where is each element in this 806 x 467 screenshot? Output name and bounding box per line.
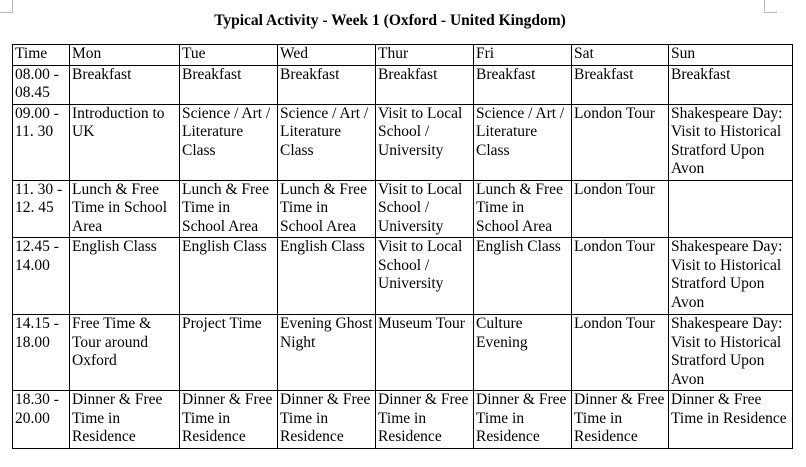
activity-cell: London Tour: [572, 238, 669, 315]
activity-cell: Visit to Local School / University: [376, 104, 474, 180]
time-cell: 09.00 - 11. 30: [13, 104, 70, 180]
time-cell: 14.15 - 18.00: [13, 315, 70, 391]
header-time: Time: [13, 45, 70, 66]
header-sat: Sat: [572, 45, 669, 66]
time-cell: 08.00 - 08.45: [13, 65, 70, 104]
activity-cell: Breakfast: [376, 65, 474, 104]
activity-cell: English Class: [474, 238, 572, 315]
activity-cell: Breakfast: [70, 65, 180, 104]
header-fri: Fri: [474, 45, 572, 66]
header-tue: Tue: [180, 45, 278, 66]
activity-cell: Lunch & Free Time in School Area: [278, 180, 376, 238]
time-cell: 12.45 - 14.00: [13, 238, 70, 315]
table-header-row: [13, 45, 793, 66]
activity-cell: English Class: [70, 238, 180, 315]
time-cell: 18.30 - 20.00: [13, 391, 70, 449]
activity-cell: Breakfast: [180, 65, 278, 104]
activity-timetable: [12, 44, 793, 449]
activity-cell: Breakfast: [669, 65, 793, 104]
activity-cell: [669, 180, 793, 238]
activity-cell: English Class: [180, 238, 278, 315]
table-row: [13, 65, 793, 104]
activity-cell: Dinner & Free Time in Residence: [376, 391, 474, 449]
table-row: [13, 315, 793, 391]
activity-cell: Visit to Local School / University: [376, 238, 474, 315]
document-title: Typical Activity - Week 1 (Oxford - United Kingdom): [214, 12, 566, 29]
activity-cell: Dinner & Free Time in Residence: [70, 391, 180, 449]
activity-cell: Project Time: [180, 315, 278, 391]
activity-cell: Science / Art / Literature Class: [278, 104, 376, 180]
activity-cell: Science / Art / Literature Class: [474, 104, 572, 180]
header-sun: Sun: [669, 45, 793, 66]
activity-cell: Dinner & Free Time in Residence: [669, 391, 793, 449]
activity-cell: Shakespeare Day: Visit to Historical Stratford Upon Avon: [669, 315, 793, 391]
table-row: [13, 238, 793, 315]
activity-cell: Science / Art / Literature Class: [180, 104, 278, 180]
activity-cell: Lunch & Free Time in School Area: [180, 180, 278, 238]
activity-cell: Dinner & Free Time in Residence: [180, 391, 278, 449]
header-mon: Mon: [70, 45, 180, 66]
activity-cell: Culture Evening: [474, 315, 572, 391]
table-row: [13, 391, 793, 449]
activity-cell: Free Time & Tour around Oxford: [70, 315, 180, 391]
activity-cell: Evening Ghost Night: [278, 315, 376, 391]
activity-cell: Dinner & Free Time in Residence: [572, 391, 669, 449]
activity-cell: Lunch & Free Time in School Area: [70, 180, 180, 238]
header-thur: Thur: [376, 45, 474, 66]
table-row: [13, 180, 793, 238]
activity-cell: Breakfast: [278, 65, 376, 104]
activity-cell: Introduction to UK: [70, 104, 180, 180]
table-row: [13, 104, 793, 180]
activity-cell: Visit to Local School / University: [376, 180, 474, 238]
activity-cell: London Tour: [572, 104, 669, 180]
header-wed: Wed: [278, 45, 376, 66]
activity-cell: Museum Tour: [376, 315, 474, 391]
activity-cell: Breakfast: [474, 65, 572, 104]
activity-cell: Dinner & Free Time in Residence: [474, 391, 572, 449]
activity-cell: Breakfast: [572, 65, 669, 104]
activity-cell: London Tour: [572, 180, 669, 238]
time-cell: 11. 30 - 12. 45: [13, 180, 70, 238]
activity-cell: Lunch & Free Time in School Area: [474, 180, 572, 238]
activity-cell: Shakespeare Day: Visit to Historical Stratford Upon Avon: [669, 238, 793, 315]
activity-cell: English Class: [278, 238, 376, 315]
activity-cell: Shakespeare Day: Visit to Historical Stratford Upon Avon: [669, 104, 793, 180]
activity-cell: Dinner & Free Time in Residence: [278, 391, 376, 449]
activity-cell: London Tour: [572, 315, 669, 391]
